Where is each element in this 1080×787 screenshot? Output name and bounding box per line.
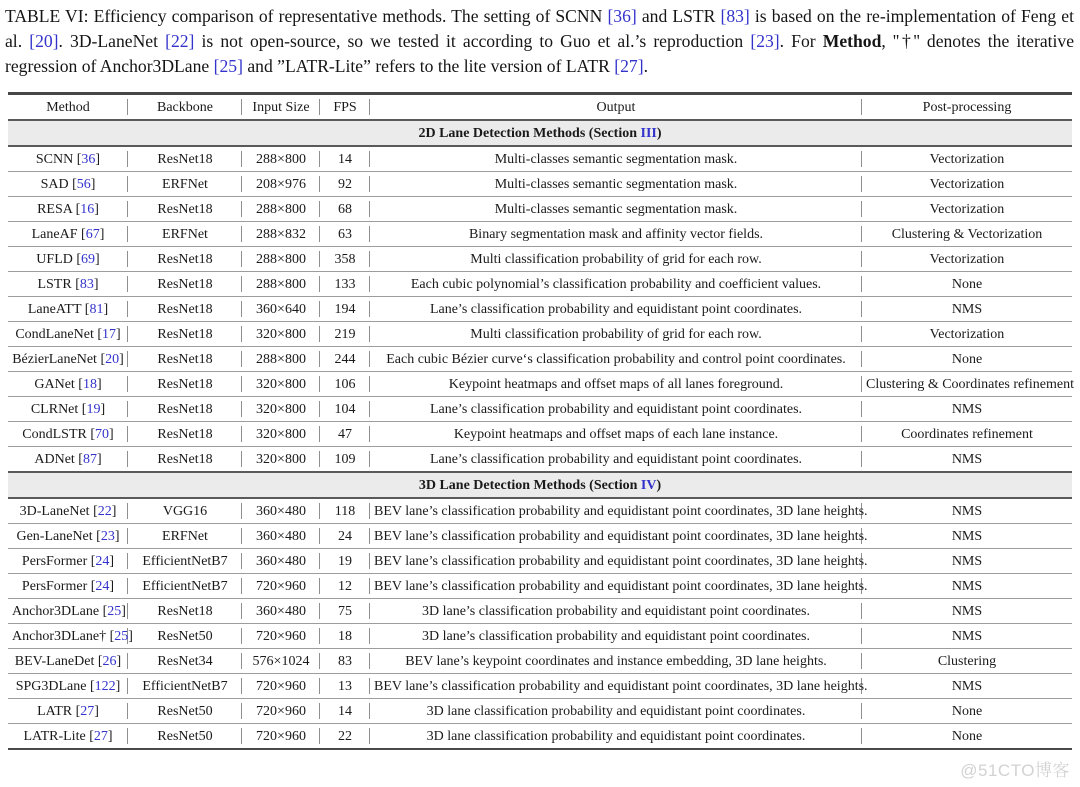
output-cell: BEV lane’s classification probability and equidistant point coordinates, 3D lane heights.	[370, 524, 862, 549]
post-processing-cell: Coordinates refinement	[862, 422, 1072, 447]
section-ref-link: IV	[640, 477, 657, 493]
output-cell: Binary segmentation mask and affinity vector fields.	[370, 222, 862, 247]
citation-ref: 27	[93, 728, 108, 744]
input-size-cell: 288×800	[242, 197, 320, 222]
method-name: RESA	[37, 201, 73, 217]
fps-cell: 14	[320, 699, 370, 724]
watermark: @51CTO博客	[960, 761, 1070, 780]
method-name: LaneATT	[27, 301, 82, 317]
output-cell: Multi classification probability of grid for each row.	[370, 247, 862, 272]
method-cell: UFLD [69]	[8, 247, 128, 272]
backbone-cell: ResNet18	[128, 247, 242, 272]
method-name: BézierLaneNet	[12, 351, 97, 367]
method-name: Anchor3DLane	[12, 603, 100, 619]
method-cell: BEV-LaneDet [26]	[8, 649, 128, 674]
backbone-cell: ResNet18	[128, 347, 242, 372]
output-cell: 3D lane classification probability and equidistant point coordinates.	[370, 699, 862, 724]
output-cell: BEV lane’s classification probability and equidistant point coordinates, 3D lane heights.	[370, 674, 862, 699]
method-cell: CondLaneNet [17]	[8, 322, 128, 347]
table-row	[8, 197, 1072, 222]
fps-cell: 22	[320, 724, 370, 750]
input-size-cell: 360×480	[242, 599, 320, 624]
fps-cell: 13	[320, 674, 370, 699]
backbone-cell: ERFNet	[128, 222, 242, 247]
table-row	[8, 322, 1072, 347]
table-row	[8, 649, 1072, 674]
input-size-cell: 320×800	[242, 322, 320, 347]
output-cell: BEV lane’s keypoint coordinates and instance embedding, 3D lane heights.	[370, 649, 862, 674]
fps-cell: 244	[320, 347, 370, 372]
table-row	[8, 372, 1072, 397]
table-row	[8, 272, 1072, 297]
section-title-text: 2D Lane Detection Methods (Section	[418, 125, 641, 141]
input-size-cell: 288×800	[242, 146, 320, 172]
citation-ref: 20	[105, 351, 120, 367]
backbone-cell: ResNet18	[128, 146, 242, 172]
table-row	[8, 724, 1072, 750]
method-name: BEV-LaneDet	[14, 653, 95, 669]
section-ref-link: III	[640, 125, 657, 141]
citation-ref: 25	[114, 628, 129, 644]
caption-bold-term: Method	[822, 31, 882, 51]
citation-ref: [20]	[29, 31, 59, 51]
paper-page	[0, 4, 1080, 787]
table-header-row	[8, 94, 1072, 121]
method-cell: RESA [16]	[8, 197, 128, 222]
method-name: Gen-LaneNet	[16, 528, 93, 544]
input-size-cell: 720×960	[242, 674, 320, 699]
table-row	[8, 347, 1072, 372]
input-size-cell: 360×480	[242, 549, 320, 574]
table-row	[8, 674, 1072, 699]
fps-cell: 19	[320, 549, 370, 574]
method-cell: GANet [18]	[8, 372, 128, 397]
output-cell: Each cubic Bézier curve‘s classification probability and control point coordinates.	[370, 347, 862, 372]
section-title-text: )	[656, 477, 662, 493]
method-cell: PersFormer [24]	[8, 574, 128, 599]
method-name: LSTR	[37, 276, 72, 292]
fps-cell: 68	[320, 197, 370, 222]
post-processing-cell: Clustering	[862, 649, 1072, 674]
method-name: SCNN	[35, 151, 74, 167]
input-size-cell: 320×800	[242, 372, 320, 397]
citation-ref: 70	[95, 426, 110, 442]
backbone-cell: ResNet18	[128, 599, 242, 624]
output-cell: Lane’s classification probability and equidistant point coordinates.	[370, 447, 862, 473]
post-processing-cell: NMS	[862, 524, 1072, 549]
method-name: CondLaneNet	[15, 326, 94, 342]
method-cell: 3D-LaneNet [22]	[8, 498, 128, 524]
input-size-cell: 288×832	[242, 222, 320, 247]
table-row	[8, 297, 1072, 322]
table-row	[8, 222, 1072, 247]
backbone-cell: ResNet34	[128, 649, 242, 674]
method-name: PersFormer	[21, 578, 88, 594]
output-cell: 3D lane’s classification probability and equidistant point coordinates.	[370, 624, 862, 649]
output-cell: BEV lane’s classification probability and equidistant point coordinates, 3D lane heights.	[370, 498, 862, 524]
section-header-row	[8, 472, 1072, 498]
caption-text: TABLE VI: Efficiency comparison of representative methods. The setting of SCNN	[5, 6, 608, 26]
post-processing-cell: None	[862, 724, 1072, 750]
section-title	[8, 472, 1072, 498]
section-title-text: )	[656, 125, 662, 141]
post-processing-cell: NMS	[862, 624, 1072, 649]
backbone-cell: ResNet50	[128, 699, 242, 724]
caption-text: is based on the re-implementation of Feng et al.	[5, 6, 1074, 51]
caption-text: . For	[779, 31, 823, 51]
fps-cell: 75	[320, 599, 370, 624]
fps-cell: 133	[320, 272, 370, 297]
post-processing-cell: None	[862, 272, 1072, 297]
caption-text: and ”LATR-Lite” refers to the lite version of LATR	[242, 56, 615, 76]
table-row	[8, 397, 1072, 422]
input-size-cell: 288×800	[242, 347, 320, 372]
table-row	[8, 624, 1072, 649]
post-processing-cell: NMS	[862, 498, 1072, 524]
method-cell: CLRNet [19]	[8, 397, 128, 422]
method-cell: LATR-Lite [27]	[8, 724, 128, 750]
citation-ref: 25	[107, 603, 122, 619]
citation-ref: 16	[80, 201, 95, 217]
method-name: GANet	[34, 376, 75, 392]
post-processing-cell: None	[862, 699, 1072, 724]
fps-cell: 109	[320, 447, 370, 473]
input-size-cell: 360×480	[242, 524, 320, 549]
table-row	[8, 599, 1072, 624]
backbone-cell: ResNet18	[128, 197, 242, 222]
method-cell: ADNet [87]	[8, 447, 128, 473]
output-cell: 3D lane’s classification probability and equidistant point coordinates.	[370, 599, 862, 624]
citation-ref: 24	[95, 578, 110, 594]
output-cell: BEV lane’s classification probability and equidistant point coordinates, 3D lane heights.	[370, 574, 862, 599]
backbone-cell: ResNet18	[128, 372, 242, 397]
citation-ref: 69	[81, 251, 96, 267]
fps-cell: 106	[320, 372, 370, 397]
table-row	[8, 498, 1072, 524]
fps-cell: 118	[320, 498, 370, 524]
backbone-cell: ResNet18	[128, 272, 242, 297]
fps-cell: 92	[320, 172, 370, 197]
header-backbone: Backbone	[128, 94, 242, 121]
citation-ref: [25]	[213, 56, 243, 76]
method-cell: SPG3DLane [122]	[8, 674, 128, 699]
citation-ref: 36	[81, 151, 96, 167]
input-size-cell: 720×960	[242, 724, 320, 750]
output-cell: Each cubic polynomial’s classification probability and coefficient values.	[370, 272, 862, 297]
methods-table	[8, 92, 1075, 750]
method-name: SPG3DLane	[15, 678, 87, 694]
citation-ref: [83]	[720, 6, 750, 26]
citation-ref: 83	[79, 276, 94, 292]
section-title	[8, 120, 1072, 146]
citation-ref: 67	[85, 226, 100, 242]
post-processing-cell: NMS	[862, 599, 1072, 624]
method-cell: LaneATT [81]	[8, 297, 128, 322]
fps-cell: 194	[320, 297, 370, 322]
input-size-cell: 288×800	[242, 272, 320, 297]
section-header-row	[8, 120, 1072, 146]
method-name: LATR-Lite	[23, 728, 86, 744]
table-row	[8, 146, 1072, 172]
citation-ref: 87	[82, 451, 97, 467]
output-cell: Lane’s classification probability and equidistant point coordinates.	[370, 297, 862, 322]
table-row	[8, 699, 1072, 724]
table-row	[8, 524, 1072, 549]
table-row	[8, 574, 1072, 599]
method-cell: LATR [27]	[8, 699, 128, 724]
citation-ref: 23	[100, 528, 115, 544]
table-row	[8, 549, 1072, 574]
table-body	[8, 120, 1075, 749]
backbone-cell: VGG16	[128, 498, 242, 524]
caption-text: .	[643, 56, 648, 76]
method-cell: BézierLaneNet [20]	[8, 347, 128, 372]
post-processing-cell: NMS	[862, 447, 1072, 473]
citation-ref: 18	[82, 376, 97, 392]
fps-cell: 104	[320, 397, 370, 422]
input-size-cell: 320×800	[242, 422, 320, 447]
citation-ref: 19	[86, 401, 101, 417]
backbone-cell: ERFNet	[128, 524, 242, 549]
method-name: 3D-LaneNet	[19, 503, 90, 519]
method-cell: SCNN [36]	[8, 146, 128, 172]
post-processing-cell: None	[862, 347, 1072, 372]
method-cell: CondLSTR [70]	[8, 422, 128, 447]
method-cell: Anchor3DLane [25]	[8, 599, 128, 624]
method-name: PersFormer	[21, 553, 88, 569]
citation-ref: 26	[102, 653, 117, 669]
method-name: CLRNet	[30, 401, 79, 417]
input-size-cell: 320×800	[242, 447, 320, 473]
backbone-cell: EfficientNetB7	[128, 549, 242, 574]
method-name: LaneAF	[31, 226, 78, 242]
fps-cell: 18	[320, 624, 370, 649]
method-name: LATR	[37, 703, 73, 719]
input-size-cell: 360×640	[242, 297, 320, 322]
caption-text: and LSTR	[636, 6, 721, 26]
section-title-text: 3D Lane Detection Methods (Section	[418, 477, 641, 493]
method-cell: SAD [56]	[8, 172, 128, 197]
post-processing-cell: NMS	[862, 674, 1072, 699]
fps-cell: 63	[320, 222, 370, 247]
citation-ref: [36]	[607, 6, 637, 26]
method-cell: PersFormer [24]	[8, 549, 128, 574]
table-row	[8, 247, 1072, 272]
backbone-cell: ResNet50	[128, 724, 242, 750]
backbone-cell: ResNet18	[128, 322, 242, 347]
backbone-cell: ResNet18	[128, 297, 242, 322]
header-post-processing: Post-processing	[862, 94, 1072, 121]
output-cell: Keypoint heatmaps and offset maps of all lanes foreground.	[370, 372, 862, 397]
table-row	[8, 422, 1072, 447]
post-processing-cell: Clustering & Coordinates refinement	[862, 372, 1072, 397]
output-cell: 3D lane classification probability and equidistant point coordinates.	[370, 724, 862, 750]
post-processing-cell: Vectorization	[862, 146, 1072, 172]
output-cell: Multi classification probability of grid for each row.	[370, 322, 862, 347]
caption-text: . 3D-LaneNet	[58, 31, 166, 51]
backbone-cell: ResNet18	[128, 447, 242, 473]
citation-ref: [22]	[165, 31, 195, 51]
method-name: ADNet	[34, 451, 75, 467]
input-size-cell: 720×960	[242, 574, 320, 599]
post-processing-cell: NMS	[862, 297, 1072, 322]
table-row	[8, 172, 1072, 197]
input-size-cell: 720×960	[242, 624, 320, 649]
post-processing-cell: Vectorization	[862, 322, 1072, 347]
output-cell: Lane’s classification probability and equidistant point coordinates.	[370, 397, 862, 422]
backbone-cell: EfficientNetB7	[128, 674, 242, 699]
method-name: CondLSTR	[22, 426, 87, 442]
post-processing-cell: Vectorization	[862, 172, 1072, 197]
output-cell: Multi-classes semantic segmentation mask.	[370, 172, 862, 197]
fps-cell: 14	[320, 146, 370, 172]
method-name: SAD	[40, 176, 69, 192]
backbone-cell: ResNet18	[128, 397, 242, 422]
header-fps: FPS	[320, 94, 370, 121]
header-method: Method	[8, 94, 128, 121]
citation-ref: [23]	[750, 31, 780, 51]
post-processing-cell: NMS	[862, 397, 1072, 422]
input-size-cell: 208×976	[242, 172, 320, 197]
caption-text: , ''†'' denotes the iterative regression of Anchor3DLane	[5, 31, 1075, 76]
citation-ref: 56	[76, 176, 91, 192]
input-size-cell: 320×800	[242, 397, 320, 422]
backbone-cell: ResNet18	[128, 422, 242, 447]
citation-ref: 22	[97, 503, 112, 519]
citation-ref: 17	[102, 326, 117, 342]
citation-ref: 122	[94, 678, 116, 694]
fps-cell: 24	[320, 524, 370, 549]
citation-ref: [27]	[614, 56, 644, 76]
input-size-cell: 576×1024	[242, 649, 320, 674]
output-cell: Keypoint heatmaps and offset maps of each lane instance.	[370, 422, 862, 447]
citation-ref: 27	[80, 703, 95, 719]
table-row	[8, 447, 1072, 473]
fps-cell: 83	[320, 649, 370, 674]
fps-cell: 358	[320, 247, 370, 272]
backbone-cell: ERFNet	[128, 172, 242, 197]
backbone-cell: EfficientNetB7	[128, 574, 242, 599]
method-name: Anchor3DLane†	[12, 628, 107, 644]
input-size-cell: 360×480	[242, 498, 320, 524]
method-name: UFLD	[36, 251, 73, 267]
header-input-size: Input Size	[242, 94, 320, 121]
output-cell: Multi-classes semantic segmentation mask.	[370, 197, 862, 222]
caption-text: is not open-source, so we tested it according to Guo et al.’s reproduction	[194, 31, 751, 51]
fps-cell: 219	[320, 322, 370, 347]
fps-cell: 47	[320, 422, 370, 447]
output-cell: Multi-classes semantic segmentation mask.	[370, 146, 862, 172]
method-cell: Gen-LaneNet [23]	[8, 524, 128, 549]
post-processing-cell: NMS	[862, 549, 1072, 574]
fps-cell: 12	[320, 574, 370, 599]
post-processing-cell: Clustering & Vectorization	[862, 222, 1072, 247]
backbone-cell: ResNet50	[128, 624, 242, 649]
input-size-cell: 288×800	[242, 247, 320, 272]
header-output: Output	[370, 94, 862, 121]
citation-ref: 81	[89, 301, 104, 317]
method-cell: LaneAF [67]	[8, 222, 128, 247]
post-processing-cell: Vectorization	[862, 247, 1072, 272]
table-caption	[5, 4, 1074, 79]
output-cell: BEV lane’s classification probability and equidistant point coordinates, 3D lane heights.	[370, 549, 862, 574]
citation-ref: 24	[95, 553, 110, 569]
post-processing-cell: Vectorization	[862, 197, 1072, 222]
method-cell: Anchor3DLane† [25]	[8, 624, 128, 649]
post-processing-cell: NMS	[862, 574, 1072, 599]
input-size-cell: 720×960	[242, 699, 320, 724]
method-cell: LSTR [83]	[8, 272, 128, 297]
